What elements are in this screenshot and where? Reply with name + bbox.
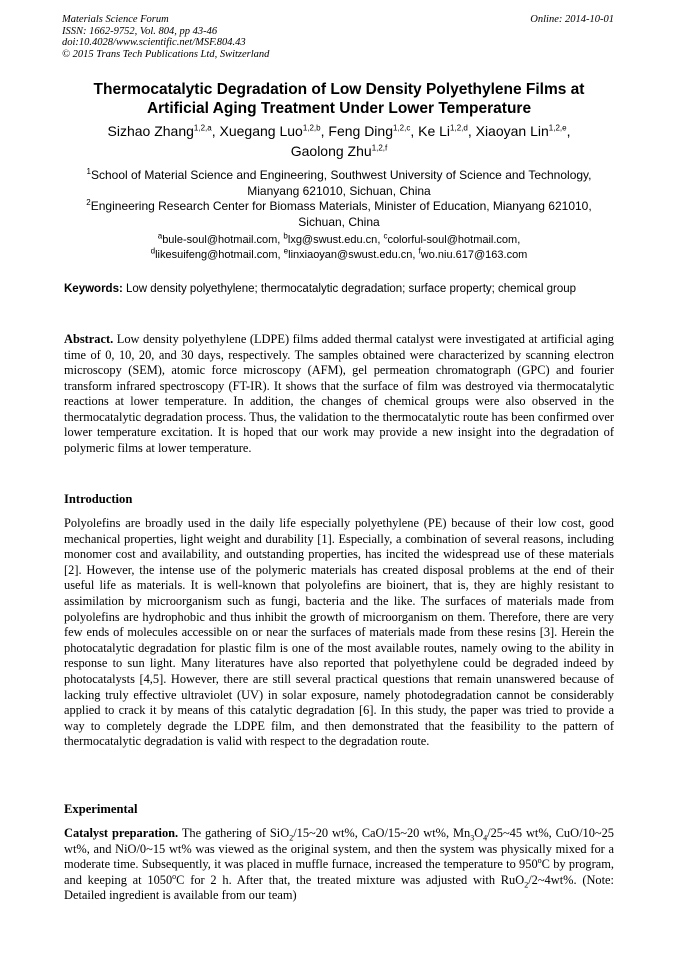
- journal-name: Materials Science Forum: [62, 14, 169, 25]
- email-link[interactable]: colorful-soul@hotmail.com: [387, 234, 518, 246]
- author-sup: 1,2,e: [548, 123, 567, 133]
- affiliation-sup: 1: [86, 167, 91, 176]
- email-sup: b: [283, 231, 288, 241]
- catalyst-text: C for 2 h. After that, the treated mixture was adjusted with RuO: [176, 872, 525, 887]
- author: Xiaoyan Lin: [475, 123, 549, 139]
- affiliation-text: Engineering Research Center for Biomass Materials, Minister of Education, Mianyang 621010,: [90, 199, 592, 213]
- catalyst-sub: 3: [470, 833, 475, 843]
- email-list: $^a$bule-soul@hotmail.com, $^b$lxg@swust.edu.cn, $^c$colorful-soul@hotmail.com, $^d$likesuifeng@hotmail.com, $^e$linxiaoyan@swust.edu.cn, $^f$wo.niu.617@163.com: [150, 231, 528, 261]
- keywords-text: Low density polyethylene; thermocatalytic degradation; surface property; chemical group: [126, 283, 577, 295]
- catalyst-text: C by program, and keeping at 1050: [64, 857, 614, 887]
- abstract: [64, 332, 614, 456]
- catalyst-sub: 2: [289, 833, 294, 843]
- author-sup: 1,2,d: [450, 123, 468, 133]
- email-sup: e: [283, 245, 289, 255]
- email-sup: f: [418, 245, 421, 255]
- affiliation-2-cont: Sichuan, China: [298, 214, 380, 229]
- catalyst-text: O: [474, 826, 484, 840]
- email-link[interactable]: bule-soul@hotmail.com: [162, 234, 278, 246]
- introduction-body: Polyolefins are broadly used in the daily life especially polyethylene (PE) because of their low cost, good mechanical properties, light weight and durability [1]. Especially, a combination of several reasons, including monomer cost and availability, and outstanding properties, has incited the widespread use of these materials [2]. However, the intense use of the polymeric materials has created disposal problems at the end of their useful life as materials. It is well-known that polyolefins are bioinert, that is, they are highly resistant to assimilation by microorganism such as fungi, bacteria and the like. The surfaces of materials made from polyolefins are hydrophobic and thus inhibit the growth of microorganism on them. Therefore, there are very few ends of molecules accessible on or near the surfaces of materials made from these resins [3]. Herein the photocatalytic degradation for plastic film is one of the most available routes, namely owing to the ability in response to sun light. Many literatures have also reported that polyethylene could be degraded indeed by photocatalysts [4,5]. However, there are still several practical questions that remain unanswered because of lacking truly effective ultraviolet (UV) in solar exposure, namely photodegradation cannot be considerably applied to crack it by means of this catalytic degradation [6]. In this study, the paper was tried to provide a way to completely degrade the LDPE film, and then demonstrated that the feasibility to the pattern of thermocatalytic degradation is valid with respect to the degradation route.: [64, 516, 614, 749]
- title-line-1: Thermocatalytic Degradation of Low Density Polyethylene Films at: [93, 81, 585, 98]
- keywords-label: Keywords:: [64, 283, 123, 295]
- affiliation-text: School of Material Science and Engineering, Southwest University of Science and Technology,: [90, 168, 592, 182]
- email-link[interactable]: likesuifeng@hotmail.com: [155, 248, 278, 261]
- experimental-heading: Experimental: [64, 802, 138, 816]
- author-sep: ,: [566, 123, 571, 139]
- email-sup: a: [157, 231, 163, 241]
- keywords: [64, 282, 614, 297]
- catalyst-text: /15~20 wt%, CaO/15~20 wt%, Mn: [293, 826, 471, 840]
- paper-title: [40, 80, 638, 118]
- author-sep: ,: [410, 123, 419, 139]
- email-link[interactable]: lxg@swust.edu.cn: [287, 234, 378, 246]
- issn-line: ISSN: 1662-9752, Vol. 804, pp 43-46: [62, 25, 218, 37]
- copyright-line: © 2015 Trans Tech Publications Ltd, Switzerland: [62, 48, 270, 60]
- affiliation-1: [60, 168, 618, 184]
- doi-line: doi:10.4028/www.scientific.net/MSF.804.43: [62, 37, 246, 49]
- affiliation-sup: 2: [86, 198, 91, 207]
- abstract-text: Low density polyethylene (LDPE) films added thermal catalyst were investigated at artificial aging time of 0, 10, 20, and 30 days, respectively. The samples obtained were characterized by scanning electron microscopy (SEM), atomic force microscopy (AFM), gel permeation chromatograph (GPC) and fourier transform infrared spectroscopy (FT-IR). It shows that the surface of film was destroyed via thermocatalytic reactions at lower temperature. In addition, the changes of chemical groups were also observed in the thermocatalytic degradation process. Thus, the validation to the thermocatalytic route has been confirmed over lower temperature excitation. It is hoped that our work may provide a new insight into the degradation of polymeric films at lower temperature.: [64, 332, 614, 455]
- email-link[interactable]: linxiaoyan@swust.edu.cn: [288, 248, 413, 261]
- degree-sup: o: [172, 871, 177, 881]
- author-sep: ,: [211, 123, 220, 139]
- author-sup: 1,2,f: [371, 142, 388, 152]
- catalyst-text: The gathering of SiO: [181, 826, 290, 840]
- online-date: Online: 2014-10-01: [530, 14, 614, 25]
- catalyst-text: /2~4wt%. (Note: Detailed ingredient is available from our team): [64, 872, 614, 903]
- email-sup: d: [150, 245, 156, 255]
- journal-header: [62, 14, 269, 60]
- catalyst-preparation: [64, 826, 614, 904]
- author-sup: 1,2,c: [392, 123, 411, 133]
- author-sep: ,: [320, 123, 329, 139]
- catalyst-sub: 4: [483, 833, 488, 843]
- author: Feng Ding: [328, 123, 393, 139]
- introduction-heading: Introduction: [64, 492, 133, 506]
- affiliations: [60, 168, 618, 230]
- author: Ke Li: [418, 123, 451, 139]
- author: Gaolong Zhu: [290, 142, 372, 159]
- catalyst-sub: 2: [524, 880, 529, 890]
- author-list: [40, 122, 638, 161]
- email-sup: c: [383, 231, 388, 241]
- abstract-label: Abstract.: [64, 332, 114, 346]
- author-sup: 1,2,b: [302, 123, 321, 133]
- author-sep: ,: [467, 123, 476, 139]
- author-sup: 1,2,a: [193, 123, 212, 133]
- title-line-2: Artificial Aging Treatment Under Lower Temperature: [146, 100, 532, 117]
- catalyst-text: /25~45 wt%, CuO/10~25 wt%, and NiO/0~15 wt% was viewed as the original system, and then the system was physically mixed for a moderate time. Subsequently, it was placed in muffle furnace, increased the temperature to 950: [64, 826, 615, 872]
- affiliation-1-cont: Mianyang 621010, Sichuan, China: [247, 183, 431, 198]
- author: Xuegang Luo: [219, 123, 303, 139]
- catalyst-label: Catalyst preparation.: [64, 826, 179, 840]
- email-link[interactable]: wo.niu.617@163.com: [420, 248, 528, 261]
- degree-sup: o: [537, 856, 542, 866]
- affiliation-2: [60, 199, 618, 215]
- author: Sizhao Zhang: [107, 123, 194, 139]
